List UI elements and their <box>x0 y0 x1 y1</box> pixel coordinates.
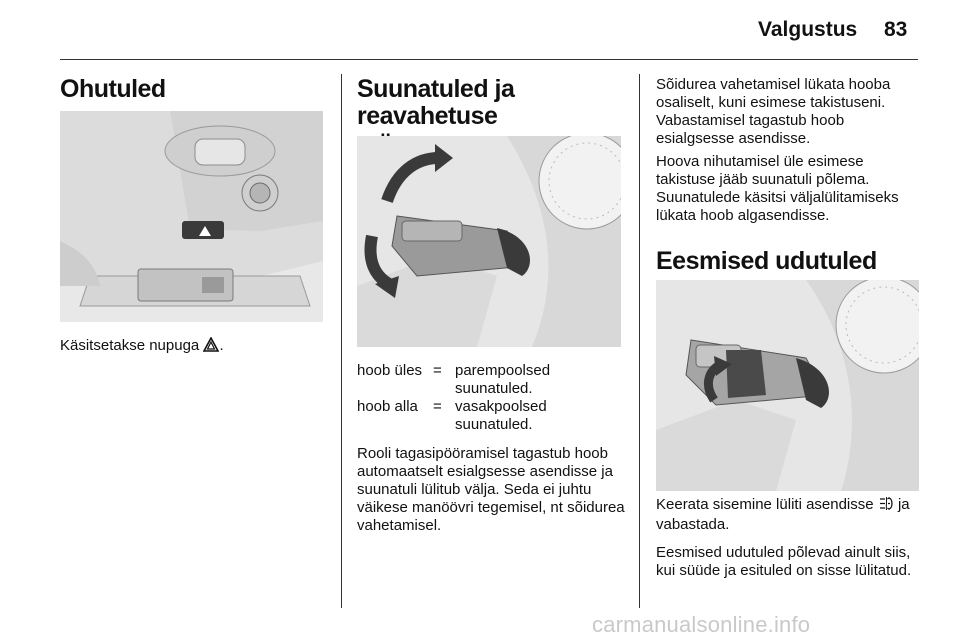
turn-signal-lever-illustration <box>357 136 621 347</box>
fog-light-condition-paragraph: Eesmised udutuled põlevad ainult siis, kui süüde ja esituled on sisse lülitatud. <box>656 544 912 579</box>
fog-light-switch-illustration <box>656 280 919 491</box>
definition-row <box>357 398 627 434</box>
definition-equals: = <box>433 362 442 379</box>
heading-turn-signals: Suunatuled ja reavahetuse <box>357 75 515 130</box>
heading-courtesy-lights: Ohutuled <box>60 75 166 103</box>
definition-term: hoob alla <box>357 398 418 415</box>
watermark: carmanualsonline.info <box>592 612 811 637</box>
fog-instruction-start: Keerata sisemine lüliti asendisse <box>656 496 874 513</box>
definition-row <box>357 362 627 398</box>
page-number: 83 <box>884 18 908 41</box>
warning-triangle-icon <box>203 337 219 357</box>
courtesy-light-illustration <box>60 111 323 322</box>
courtesy-light-caption <box>60 337 328 357</box>
definition-term: hoob üles <box>357 362 423 379</box>
header-divider <box>60 59 918 60</box>
definition-description: vasakpoolsed suunatuled. <box>455 398 547 433</box>
front-fog-light-icon <box>878 496 894 516</box>
column-divider-left <box>341 74 342 608</box>
lane-change-paragraph: Sõidurea vahetamisel lükata hooba osaliselt, kuni esimese takistuseni. Vabastamisel tagastub hoob esialgsesse asendisse. <box>656 76 891 147</box>
column-divider-right <box>639 74 640 608</box>
turn-signal-return-paragraph: Rooli tagasipööramisel tagastub hoob automaatselt esialgsesse asendisse ja suunatuli lülitub välja. Seda ei juhtu väikese manöövri tegemisel, nt sõidurea vahetamisel. <box>357 445 625 534</box>
heading-front-fog-lights: Eesmised udutuled <box>656 247 877 275</box>
caption-end: . <box>219 337 224 354</box>
definition-description: parempoolsed suunatuled. <box>455 362 551 397</box>
fog-light-instruction <box>656 496 926 534</box>
manual-switch-off-paragraph: Hoova nihutamisel üle esimese takistuse jääb suunatuli põlema. Suunatulede käsitsi väljalülitamiseks lükata hoob algasendisse. <box>656 153 899 224</box>
definition-equals: = <box>433 398 442 415</box>
caption-text: Käsitsetakse nupuga <box>60 337 200 354</box>
section-title: Valgustus <box>758 18 858 41</box>
fog-instruction-end: ja vabastada. <box>656 496 910 533</box>
lever-definition-list <box>357 362 627 434</box>
